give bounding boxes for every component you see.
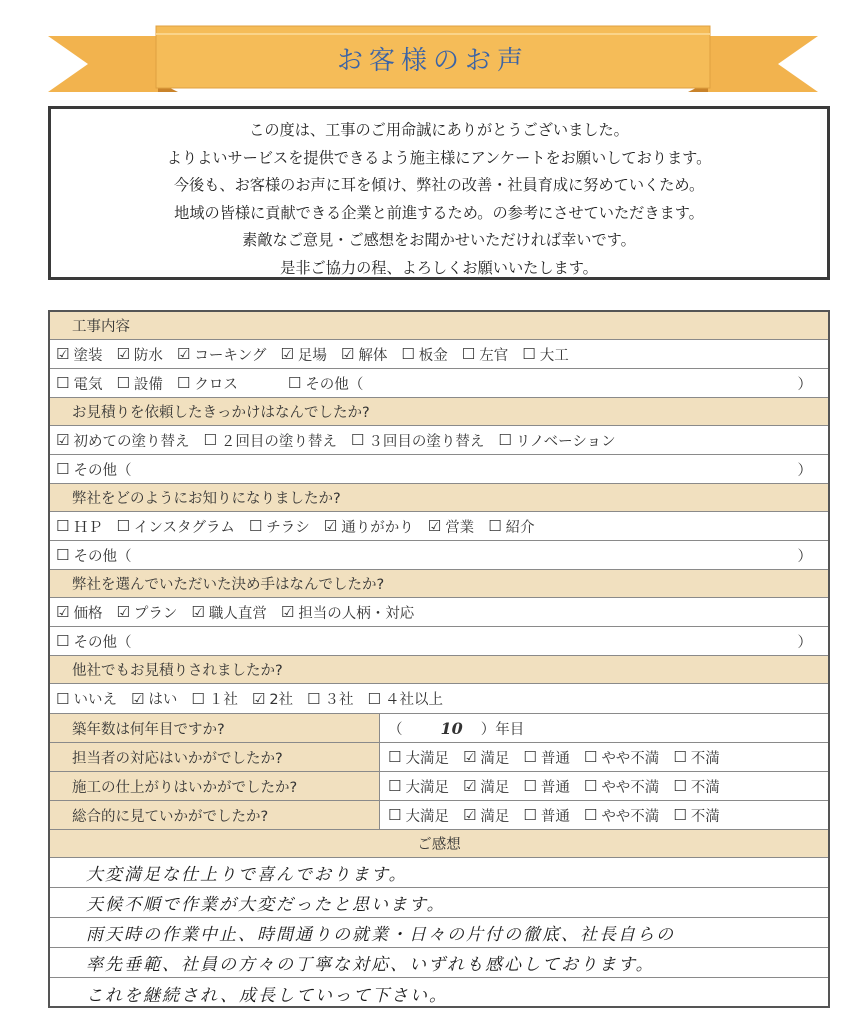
rating-label: 普通	[540, 779, 570, 796]
rating-row	[50, 801, 828, 830]
checkbox-option[interactable]	[191, 688, 237, 709]
checkbox-label: はい	[148, 692, 178, 708]
checkbox-option[interactable]	[522, 344, 568, 365]
checkbox-icon: ☐	[116, 374, 130, 392]
checkbox-label: ４社以上	[384, 692, 443, 708]
rating-label: 普通	[540, 808, 570, 825]
checkbox-checked-icon: ☑	[56, 431, 70, 449]
rating-options	[388, 772, 734, 800]
checkbox-option[interactable]	[116, 602, 177, 623]
section-header-work: 工事内容	[50, 312, 828, 340]
checkbox-checked-icon: ☑	[340, 345, 355, 363]
rating-option[interactable]	[388, 776, 449, 797]
checkbox-icon: ☐	[56, 517, 70, 535]
checkbox-label: 通りがかり	[341, 519, 414, 536]
rating-label: 普通	[540, 750, 570, 767]
checkbox-other[interactable]: ☐ その他 （	[56, 460, 132, 479]
checkbox-label: 職人直営	[208, 605, 267, 622]
checkbox-label: 大工	[539, 347, 569, 364]
checkbox-icon: ☐	[523, 748, 537, 766]
checkbox-option[interactable]	[116, 344, 162, 365]
checkbox-label: 2社	[269, 692, 294, 708]
checkbox-icon: ☐	[461, 345, 476, 363]
rating-label: 大満足	[405, 808, 449, 825]
checkbox-option[interactable]	[462, 344, 508, 365]
checkbox-option[interactable]	[324, 516, 414, 537]
intro-line: この度は、工事のご用命誠にありがとうございました。	[249, 121, 629, 139]
checkbox-option[interactable]	[56, 688, 117, 709]
checkbox-option[interactable]	[401, 344, 447, 365]
checkbox-icon: ☐	[56, 546, 70, 564]
rating-row	[50, 772, 828, 801]
decision-options-row1	[50, 598, 828, 627]
rating-label: 大満足	[405, 750, 449, 767]
others-options-row1	[50, 684, 828, 714]
intro-message	[48, 106, 830, 280]
checkbox-icon: ☐	[287, 374, 302, 392]
checkbox-icon: ☐	[498, 431, 512, 449]
checkbox-label: 紹介	[505, 519, 535, 536]
checkbox-icon: ☐	[203, 431, 217, 449]
checkbox-icon: ☐	[350, 431, 365, 449]
rating-option[interactable]	[463, 805, 509, 826]
trigger-options-row1	[50, 426, 828, 455]
checkbox-label: ３回目の塗り替え	[368, 433, 485, 450]
checkbox-icon: ☐	[367, 689, 381, 708]
checkbox-label: ２回目の塗り替え	[220, 433, 337, 450]
comment-line: これを継続され、成長していって下さい。	[86, 985, 449, 1006]
section-header-decision: 弊社を選んでいただいた決め手はなんでしたか?	[50, 570, 828, 598]
checkbox-icon: ☐	[56, 460, 70, 478]
rating-option[interactable]	[673, 805, 719, 826]
checkbox-option[interactable]	[351, 430, 484, 451]
checkbox-cloth[interactable]: ☐ クロス	[176, 374, 238, 393]
checkbox-label: 営業	[445, 519, 475, 536]
checkbox-icon: ☐	[116, 517, 130, 535]
section-header-trigger: お見積りを依頼したきっかけはなんでしたか?	[50, 398, 828, 426]
checkbox-option[interactable]	[368, 688, 443, 709]
checkbox-icon: ☐	[583, 748, 598, 766]
checkbox-label: リノベーション	[515, 433, 616, 450]
rating-label: 不満	[690, 779, 720, 796]
age-row	[50, 714, 828, 743]
rating-question: 施工の仕上がりはいかがでしたか?	[50, 772, 380, 800]
checkbox-option[interactable]	[252, 688, 293, 709]
rating-label: やや不満	[601, 808, 660, 825]
decision-options-row2: ☐ その他 （ ）	[50, 627, 828, 656]
rating-option[interactable]	[673, 776, 719, 797]
checkbox-icon: ☐	[56, 374, 70, 392]
checkbox-checked-icon: ☑	[56, 603, 70, 621]
checkbox-checked-icon: ☑	[56, 345, 70, 363]
section-header-comments: ご感想	[50, 830, 828, 858]
rating-label: 大満足	[405, 779, 449, 796]
checkbox-checked-icon: ☑	[462, 777, 477, 795]
rating-options	[388, 743, 734, 771]
checkbox-checked-icon: ☑	[427, 517, 442, 535]
checkbox-icon: ☐	[191, 689, 205, 708]
checkbox-other[interactable]: ☐ その他 （	[56, 546, 132, 565]
rating-label: 不満	[690, 750, 720, 767]
checkbox-label: 解体	[358, 347, 388, 364]
checkbox-checked-icon: ☑	[176, 345, 191, 363]
rating-option[interactable]	[388, 805, 449, 826]
checkbox-option[interactable]	[56, 430, 189, 451]
checkbox-option[interactable]	[116, 516, 234, 537]
checkbox-label: ＨＰ	[73, 519, 103, 536]
checkbox-icon: ☐	[583, 777, 598, 795]
checkbox-checked-icon: ☑	[280, 345, 294, 363]
checkbox-icon: ☐	[488, 517, 502, 535]
checkbox-option[interactable]	[428, 516, 474, 537]
rating-option[interactable]	[523, 805, 569, 826]
checkbox-option[interactable]	[249, 516, 310, 537]
checkbox-label: 塗装	[73, 347, 103, 364]
checkbox-icon: ☐	[56, 632, 70, 650]
checkbox-label: チラシ	[266, 519, 310, 536]
rating-option[interactable]	[463, 776, 509, 797]
checkbox-other[interactable]: ☐ その他 （	[287, 374, 364, 393]
comment-line: 率先垂範、社員の方々の丁寧な対応、いずれも感心しております。	[50, 948, 828, 978]
checkbox-option[interactable]	[56, 602, 102, 623]
checkbox-label: 板金	[418, 347, 448, 364]
rating-label: やや不満	[601, 779, 660, 796]
checkbox-icon: ☐	[307, 689, 321, 708]
checkbox-icon: ☐	[523, 806, 537, 824]
rating-label: 不満	[690, 808, 720, 825]
checkbox-label: プラン	[133, 605, 178, 622]
checkbox-label: 担当の人柄・対応	[298, 605, 415, 622]
checkbox-icon: ☐	[673, 777, 687, 795]
checkbox-icon: ☐	[522, 345, 536, 363]
checkbox-option[interactable]	[280, 344, 326, 365]
checkbox-option[interactable]	[203, 430, 336, 451]
trigger-options-row2: ☐ その他 （ ）	[50, 455, 828, 484]
checkbox-checked-icon: ☑	[116, 603, 130, 621]
rating-option[interactable]	[673, 747, 719, 768]
rating-option[interactable]	[584, 776, 659, 797]
checkbox-label: １社	[208, 692, 238, 708]
checkbox-checked-icon: ☑	[462, 806, 477, 824]
checkbox-label: 左官	[479, 347, 509, 364]
rating-option[interactable]	[584, 747, 659, 768]
checkbox-label: いいえ	[73, 692, 117, 708]
comment-line: 大変満足な仕上りで喜んでおります。	[50, 858, 828, 888]
rating-label: やや不満	[601, 750, 660, 767]
source-options-row2: ☐ その他 （ ）	[50, 541, 828, 570]
intro-line: 今後も、お客様のお声に耳を傾け、弊社の改善・社員育成に努めていくため。	[173, 176, 705, 195]
checkbox-label: 足場	[297, 347, 327, 364]
rating-question: 担当者の対応はいかがでしたか?	[50, 743, 380, 771]
checkbox-icon: ☐	[401, 345, 415, 363]
checkbox-option[interactable]	[191, 602, 266, 623]
rating-option[interactable]	[388, 747, 449, 768]
checkbox-icon: ☐	[388, 806, 402, 824]
checkbox-checked-icon: ☑	[323, 517, 338, 535]
checkbox-option[interactable]	[177, 344, 267, 365]
work-options-row1	[50, 340, 828, 369]
checkbox-option[interactable]	[498, 430, 615, 451]
checkbox-checked-icon: ☑	[462, 748, 477, 766]
page-title: お客様のお声	[336, 46, 529, 76]
rating-label: 満足	[480, 779, 510, 796]
checkbox-checked-icon: ☑	[280, 603, 295, 621]
checkbox-option[interactable]	[131, 688, 177, 709]
intro-line: よりよいサービスを提供できるよう施主様にアンケートをお願いしております。	[166, 148, 712, 167]
checkbox-icon: ☐	[56, 689, 70, 708]
checkbox-icon: ☐	[673, 806, 687, 824]
intro-line: 是非ご協力の程、よろしくお願いいたします。	[280, 258, 598, 277]
checkbox-checked-icon: ☑	[116, 345, 130, 363]
section-header-others: 他社でもお見積りされましたか?	[50, 656, 828, 684]
checkbox-label: 防水	[133, 347, 163, 364]
checkbox-icon: ☐	[248, 517, 263, 535]
checkbox-option[interactable]	[56, 516, 102, 537]
checkbox-label: コーキング	[194, 347, 267, 364]
checkbox-electric[interactable]: ☐ 電気	[56, 374, 103, 393]
checkbox-option[interactable]	[488, 516, 534, 537]
checkbox-icon: ☐	[176, 374, 191, 392]
checkbox-checked-icon: ☑	[251, 689, 266, 708]
rating-options	[388, 801, 734, 829]
checkbox-icon: ☐	[523, 777, 537, 795]
checkbox-other[interactable]: ☐ その他 （	[56, 632, 132, 651]
source-options-row1	[50, 512, 828, 541]
survey-form	[48, 310, 830, 1008]
checkbox-label: 価格	[73, 605, 103, 622]
rating-row	[50, 743, 828, 772]
checkbox-equipment[interactable]: ☐ 設備	[116, 374, 163, 393]
checkbox-icon: ☐	[388, 748, 402, 766]
rating-label: 満足	[480, 808, 510, 825]
intro-line: 地域の皆様に貢献できる企業と前進するため。の参考にさせていただきます。	[174, 203, 704, 222]
checkbox-label: インスタグラム	[133, 519, 235, 536]
rating-option[interactable]	[523, 776, 569, 797]
checkbox-checked-icon: ☑	[191, 603, 205, 621]
checkbox-icon: ☐	[673, 748, 687, 766]
age-question: 築年数は何年目ですか?	[50, 714, 380, 742]
work-options-row2: ☐ 電気 ☐ 設備 ☐ クロス ☐ その他 （ ）	[50, 369, 828, 398]
age-value[interactable]: 10	[440, 718, 463, 738]
title-banner	[48, 22, 818, 102]
comment-line: 雨天時の作業中止、時間通りの就業・日々の片付の徹底、社長自らの	[50, 918, 828, 948]
checkbox-option[interactable]	[56, 344, 102, 365]
comment-line: 天候不順で作業が大変だったと思います。	[50, 888, 828, 918]
section-header-source: 弊社をどのようにお知りになりましたか?	[50, 484, 828, 512]
rating-label: 満足	[480, 750, 510, 767]
age-unit: 年目	[495, 721, 525, 738]
rating-option[interactable]	[523, 747, 569, 768]
checkbox-icon: ☐	[388, 777, 402, 795]
checkbox-option[interactable]	[307, 688, 353, 709]
checkbox-label: 初めての塗り替え	[73, 433, 190, 450]
checkbox-label: ３社	[324, 692, 354, 708]
rating-question: 総合的に見ていかがでしたか?	[50, 801, 380, 829]
rating-option[interactable]	[584, 805, 659, 826]
intro-line: 素敵なご意見・ご感想をお聞かせいただければ幸いです。	[242, 231, 636, 250]
checkbox-checked-icon: ☑	[130, 689, 145, 708]
checkbox-option[interactable]	[281, 602, 414, 623]
checkbox-option[interactable]	[341, 344, 387, 365]
checkbox-icon: ☐	[583, 806, 598, 824]
age-answer: （ 10 ） 年目	[388, 718, 525, 738]
rating-option[interactable]	[463, 747, 509, 768]
